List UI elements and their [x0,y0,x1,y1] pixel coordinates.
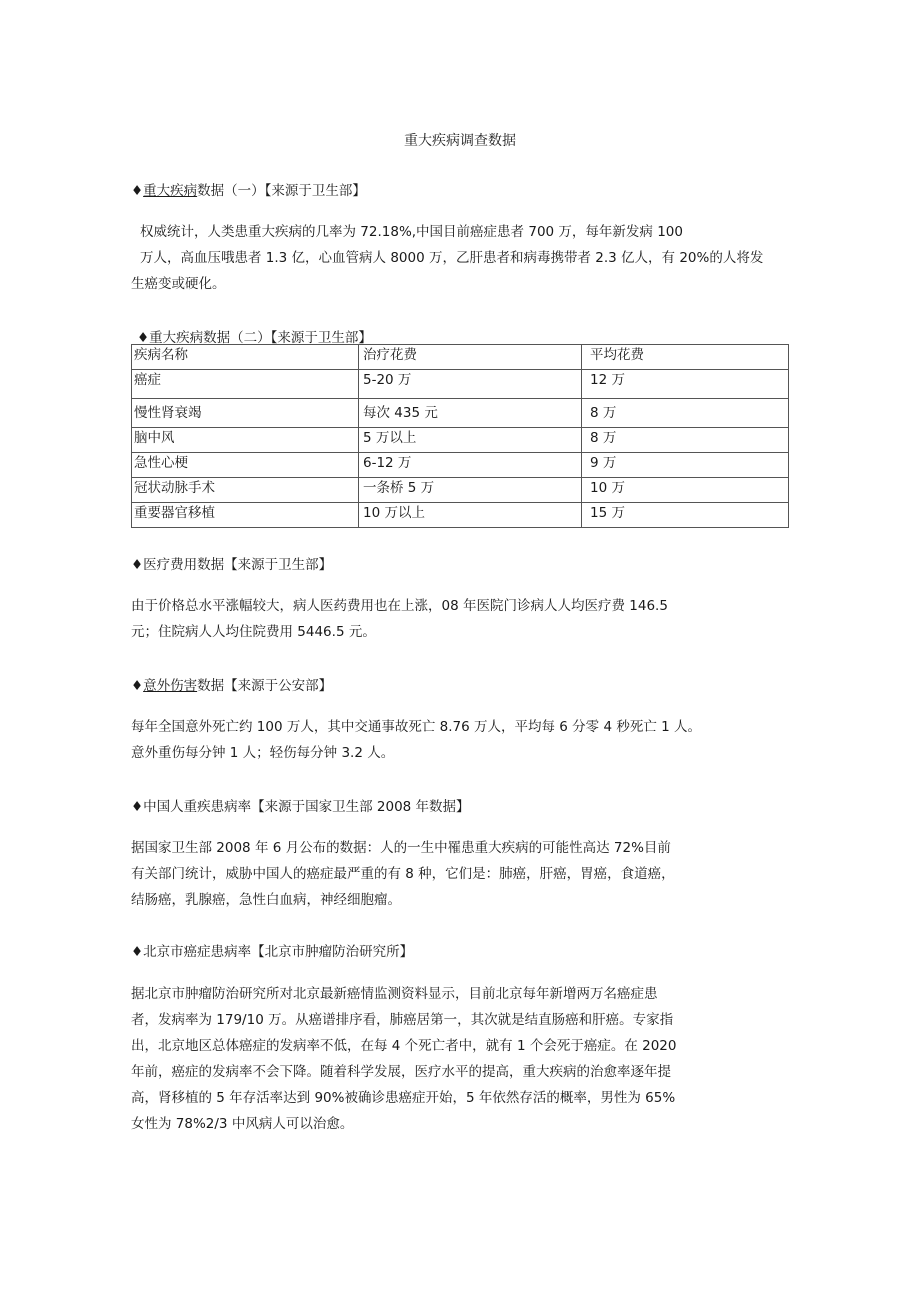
section1-heading-suffix: 数据（一）【来源于卫生部】 [197,183,366,199]
table-cell: 重要器官移植 [132,503,359,528]
section1-line: 权威统计，人类患重大疾病的几率为 72.18%,中国目前癌症患者 700 万，每年新发病 100 [140,224,683,240]
table-row [132,399,789,428]
table-cell: 12 万 [582,370,789,399]
table-cell: 9 万 [582,453,789,478]
table-cell: 每次 435 元 [359,399,582,428]
section4-line: 每年全国意外死亡约 100 万人，其中交通事故死亡 8.76 万人，平均每 6 分零 4 秒死亡 1 人。 [131,719,702,735]
table-row [132,503,789,528]
table-cell: 急性心梗 [132,453,359,478]
section6-line: 据北京市肿瘤防治研究所对北京最新癌情监测资料显示，目前北京每年新增两万名癌症患 [131,986,658,1002]
table-cell: 10 万以上 [359,503,582,528]
bullet-icon: ♦ [131,678,144,694]
page-title: 重大疾病调查数据 [404,133,516,149]
section5-heading: ♦中国人重疾患病率【来源于国家卫生部 2008 年数据】 [131,799,470,815]
section6-line: 高，肾移植的 5 年存活率达到 90%被确诊患癌症开始，5 年依然存活的概率，男性为 65% [131,1090,676,1106]
table-header-cell: 治疗花费 [359,345,582,370]
section1-line: 生癌变或硬化。 [131,276,226,292]
table-cell: 15 万 [582,503,789,528]
table-row [132,453,789,478]
section5-line: 有关部门统计，威胁中国人的癌症最严重的有 8 种，它们是：肺癌，肝癌，胃癌，食道癌， [131,866,675,882]
table-cell: 5 万以上 [359,428,582,453]
section4-heading [131,674,332,694]
table-cell: 8 万 [582,399,789,428]
section6-line: 者，发病率为 179/10 万。从癌谱排序看，肺癌居第一，其次就是结直肠癌和肝癌。专家指 [131,1012,674,1028]
section6-line: 女性为 78%2/3 中风病人可以治愈。 [131,1116,354,1132]
table-cell: 慢性肾衰竭 [132,399,359,428]
table-cell: 10 万 [582,478,789,503]
section6-line: 出，北京地区总体癌症的发病率不低，在每 4 个死亡者中，就有 1 个会死于癌症。在 2020 [131,1038,677,1054]
table-row [132,478,789,503]
table-row [132,370,789,399]
section4-link[interactable]: 意外伤害 [143,678,198,694]
section3-heading: ♦医疗费用数据【来源于卫生部】 [131,557,333,573]
section2-heading: ♦重大疾病数据（二）【来源于卫生部】 [137,330,372,346]
section3-line: 由于价格总水平涨幅较大，病人医药费用也在上涨，08 年医院门诊病人人均医疗费 146.5 [131,598,668,614]
section6-line: 年前，癌症的发病率不会下降。随着科学发展，医疗水平的提高，重大疾病的治愈率逐年提 [131,1064,671,1080]
table-row [132,428,789,453]
bullet-icon: ♦ [131,183,144,199]
table-cell: 6-12 万 [359,453,582,478]
table-cell: 脑中风 [132,428,359,453]
section6-heading: ♦北京市癌症患病率【北京市肿瘤防治研究所】 [131,944,414,960]
table-header-row [132,345,789,370]
table-header-cell: 疾病名称 [132,345,359,370]
table-cell: 8 万 [582,428,789,453]
section1-line: 万人，高血压哦患者 1.3 亿，心血管病人 8000 万，乙肝患者和病毒携带者 2.3 亿人，有 20%的人将发 [140,250,764,266]
table-header-cell: 平均花费 [582,345,789,370]
table-cell: 癌症 [132,370,359,399]
section4-line: 意外重伤每分钟 1 人；轻伤每分钟 3.2 人。 [131,745,395,761]
disease-cost-table [131,344,789,528]
section1-heading [131,179,366,199]
section3-line: 元；住院病人人均住院费用 5446.5 元。 [131,624,376,640]
table-cell: 5-20 万 [359,370,582,399]
table-cell: 一条桥 5 万 [359,478,582,503]
section5-line: 据国家卫生部 2008 年 6 月公布的数据：人的一生中罹患重大疾病的可能性高达 72%目前 [131,840,671,856]
table-cell: 冠状动脉手术 [132,478,359,503]
section5-line: 结肠癌，乳腺癌，急性白血病，神经细胞瘤。 [131,892,401,908]
section1-link[interactable]: 重大疾病 [143,183,198,199]
section4-heading-suffix: 数据【来源于公安部】 [197,678,333,694]
